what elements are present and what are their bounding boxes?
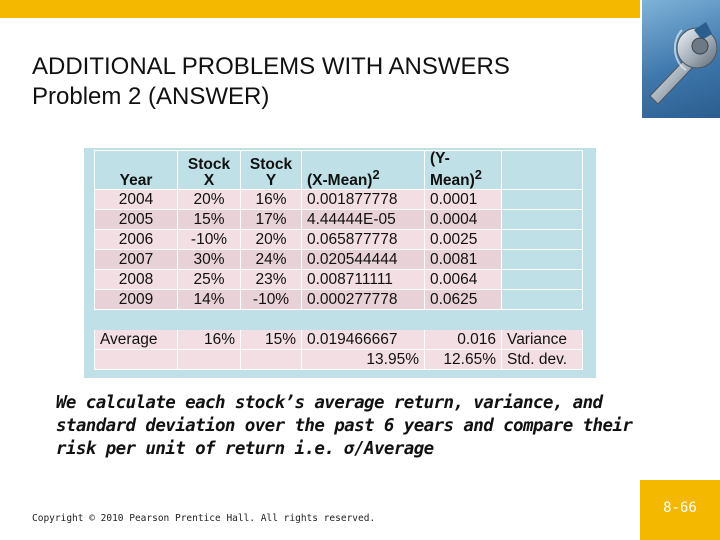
cell-stddev-x: 13.95% [302,350,425,370]
table-spacer-row [95,310,583,330]
cell-blank [502,250,583,270]
cell-blank [502,290,583,310]
cell-blank [502,210,583,230]
cell-year: 2006 [95,230,178,250]
cell-y-dev: 0.0625 [425,290,502,310]
cell-stddev-tag: Std. dev. [502,350,583,370]
spacer-cell [95,310,583,330]
cell-stock-x: 14% [178,290,241,310]
cell-stock-y: 20% [241,230,302,250]
title-line-1: ADDITIONAL PROBLEMS WITH ANSWERS [32,53,510,80]
cell-stock-x: 15% [178,210,241,230]
cell-y-dev: 0.0004 [425,210,502,230]
cell-stock-y: 17% [241,210,302,230]
cell-year: 2007 [95,250,178,270]
average-row [95,330,583,350]
cell-y-dev: 0.0025 [425,230,502,250]
explanation-text: We calculate each stock’s average return, variance, and standard deviation over the past 6 years and compare their risk per unit of return i.e. σ/Average [56,393,633,459]
copyright-text: Copyright © 2010 Pearson Prentice Hall. All rights reserved. [32,513,376,524]
cell-blank [502,230,583,250]
header-blank [502,151,583,190]
cell-stock-x: 25% [178,270,241,290]
cell-x-dev: 0.008711111 [302,270,425,290]
cell-stock-x: 30% [178,250,241,270]
cell-stock-y: 24% [241,250,302,270]
title-line-2: Problem 2 (ANSWER) [32,83,270,110]
header-stock-x: Stock X [178,151,241,190]
table-row [95,230,583,250]
cell-stock-x: 20% [178,190,241,210]
slide-title [32,52,632,112]
cell-average-x: 16% [178,330,241,350]
cell-stock-x: -10% [178,230,241,250]
answer-table-panel [84,148,596,378]
top-accent-bar [0,0,640,18]
cell-x-dev: 0.065877778 [302,230,425,250]
cell-empty [95,350,178,370]
header-year: Year [95,151,178,190]
cell-stddev-y: 12.65% [425,350,502,370]
table-row [95,210,583,230]
cell-stock-y: 16% [241,190,302,210]
cell-stock-y: 23% [241,270,302,290]
cell-variance-y: 0.016 [425,330,502,350]
header-x-dev-squared: (X-Mean)$^2$ [302,151,425,190]
cell-empty [178,350,241,370]
cell-empty [241,350,302,370]
table-row [95,250,583,270]
header-stock-y: Stock Y [241,151,302,190]
cell-x-dev: 0.020544444 [302,250,425,270]
returns-table [94,150,583,370]
cell-y-dev: 0.0001 [425,190,502,210]
wrench-logo-image [642,0,720,118]
cell-year: 2004 [95,190,178,210]
wrench-icon [642,0,720,118]
cell-average-y: 15% [241,330,302,350]
header-y-dev-squared: (Y- Mean)$^2$ [425,151,502,190]
cell-year: 2008 [95,270,178,290]
cell-average-label: Average [95,330,178,350]
page-number: 8-66 [663,500,697,516]
cell-blank [502,270,583,290]
cell-year: 2005 [95,210,178,230]
table-row [95,270,583,290]
cell-year: 2009 [95,290,178,310]
table-row [95,290,583,310]
stddev-row [95,350,583,370]
table-header-row [95,151,583,190]
cell-x-dev: 0.001877778 [302,190,425,210]
page-number-box [640,480,720,540]
cell-y-dev: 0.0064 [425,270,502,290]
cell-variance-tag: Variance [502,330,583,350]
cell-blank [502,190,583,210]
cell-y-dev: 0.0081 [425,250,502,270]
cell-stock-y: -10% [241,290,302,310]
cell-x-dev: 4.44444E-05 [302,210,425,230]
cell-x-dev: 0.000277778 [302,290,425,310]
cell-variance-x: 0.019466667 [302,330,425,350]
table-row [95,190,583,210]
